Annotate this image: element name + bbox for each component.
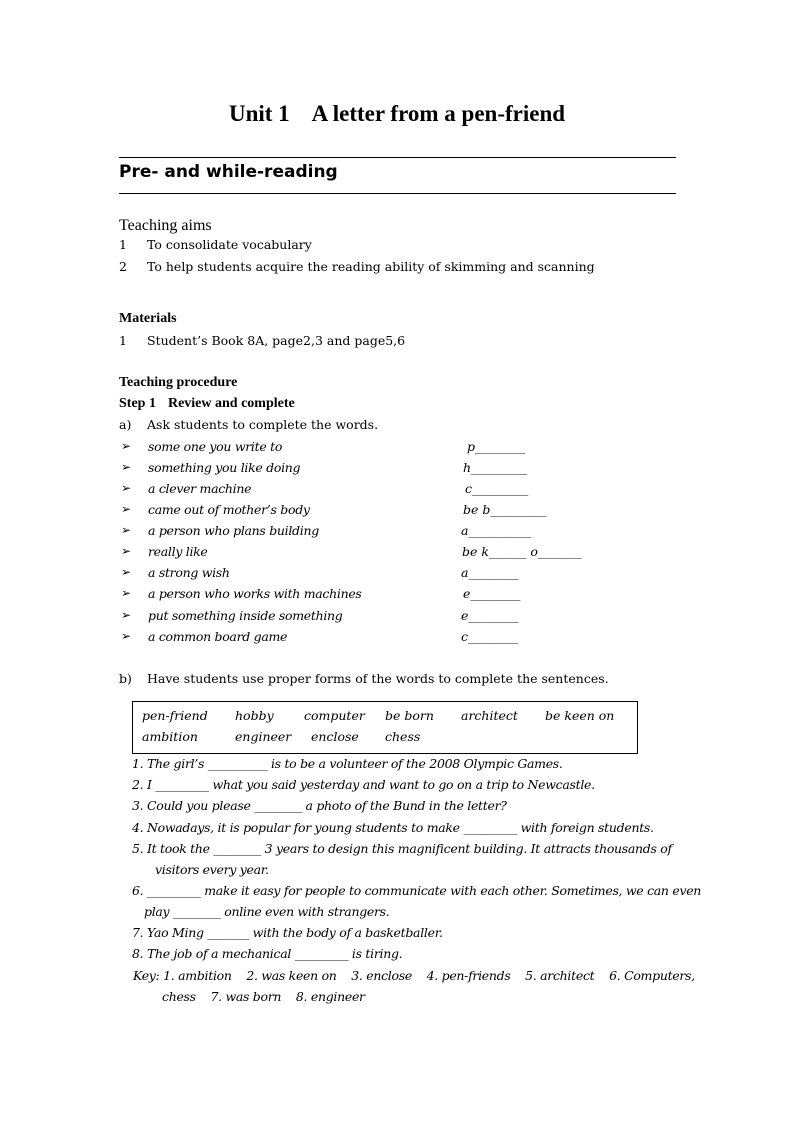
unit-label: Unit 1 [228,101,290,126]
vocab-blank: be b_________ [463,502,547,517]
word-box-word: engineer [235,729,292,744]
vocab-blank: a________ [461,565,519,580]
vocab-definition: a clever machine [148,481,252,496]
vocab-definition: some one you write to [148,439,283,454]
word-box-word: chess [385,729,421,744]
aim-item: 2 To help students acquire the reading ability of skimming and scanning [119,259,595,274]
arrow-bullet-icon: ➢ [121,544,132,558]
vocab-blank: c________ [461,629,519,644]
vocab-blank: e________ [461,608,519,623]
sentence: 5. It took the ________ 3 years to design this magnificent building. It attracts thousands of [132,841,672,856]
arrow-bullet-icon: ➢ [121,565,132,579]
vocab-definition: really like [148,544,208,559]
sentence: 1. The girl’s __________ is to be a volunteer of the 2008 Olympic Games. [132,756,563,771]
material-item: 1 Student’s Book 8A, page2,3 and page5,6 [119,333,406,348]
answer-key-continuation: chess 7. was born 8. engineer [162,989,365,1004]
top-rule [119,157,676,158]
procedure-heading: Teaching procedure [119,375,238,390]
word-box-word: computer [304,708,365,723]
vocab-definition: a strong wish [148,565,230,580]
unit-name: A letter from a pen-friend [311,101,566,126]
sentence: 4. Nowadays, it is popular for young students to make _________ with foreign students. [132,820,654,835]
word-box-word: hobby [235,708,274,723]
vocab-blank: c_________ [465,481,529,496]
sentence-continuation: play ________ online even with strangers. [144,904,390,919]
vocab-blank: e________ [463,586,521,601]
word-box-word: be born [385,708,434,723]
arrow-bullet-icon: ➢ [121,629,132,643]
page-title [0,101,794,127]
vocab-blank: p________ [467,439,526,454]
part-b-instruction: b) Have students use proper forms of the words to complete the sentences. [119,671,609,686]
vocab-definition: something you like doing [148,460,301,475]
answer-key: Key: 1. ambition 2. was keen on 3. enclose 4. pen-friends 5. architect 6. Computers, [133,968,695,983]
sentence-continuation: visitors every year. [155,862,269,877]
sentence: 7. Yao Ming _______ with the body of a basketballer. [132,925,443,940]
arrow-bullet-icon: ➢ [121,608,132,622]
arrow-bullet-icon: ➢ [121,460,132,474]
word-box-word: pen-friend [142,708,208,723]
vocab-definition: a common board game [148,629,288,644]
vocab-definition: a person who works with machines [148,586,362,601]
aim-item: 1 To consolidate vocabulary [119,237,312,252]
arrow-bullet-icon: ➢ [121,586,132,600]
vocab-blank: a__________ [461,523,531,538]
sentence: 6. _________ make it easy for people to communicate with each other. Sometimes, we can even [132,883,702,898]
word-box-word: be keen on [545,708,615,723]
word-box-word: architect [461,708,518,723]
arrow-bullet-icon: ➢ [121,523,132,537]
word-box-word: ambition [142,729,198,744]
vocab-blank: be k______ o_______ [462,544,582,559]
sentence: 8. The job of a mechanical _________ is tiring. [132,946,403,961]
vocab-definition: a person who plans building [148,523,319,538]
arrow-bullet-icon: ➢ [121,439,132,453]
sentence: 2. I _________ what you said yesterday and want to go on a trip to Newcastle. [132,777,595,792]
vocab-blank: h_________ [463,460,528,475]
sentence: 3. Could you please ________ a photo of the Bund in the letter? [132,798,507,813]
step1-heading: Step 1 Review and complete [119,396,295,411]
section-subtitle: Pre- and while-reading [119,162,338,182]
bottom-rule [119,193,676,194]
vocab-definition: came out of mother’s body [148,502,310,517]
arrow-bullet-icon: ➢ [121,502,132,516]
teaching-aims-heading: Teaching aims [119,217,212,234]
vocab-definition: put something inside something [148,608,343,623]
part-a-instruction: a) Ask students to complete the words. [119,417,379,432]
materials-heading: Materials [119,311,177,326]
arrow-bullet-icon: ➢ [121,481,132,495]
word-box-word: enclose [311,729,359,744]
